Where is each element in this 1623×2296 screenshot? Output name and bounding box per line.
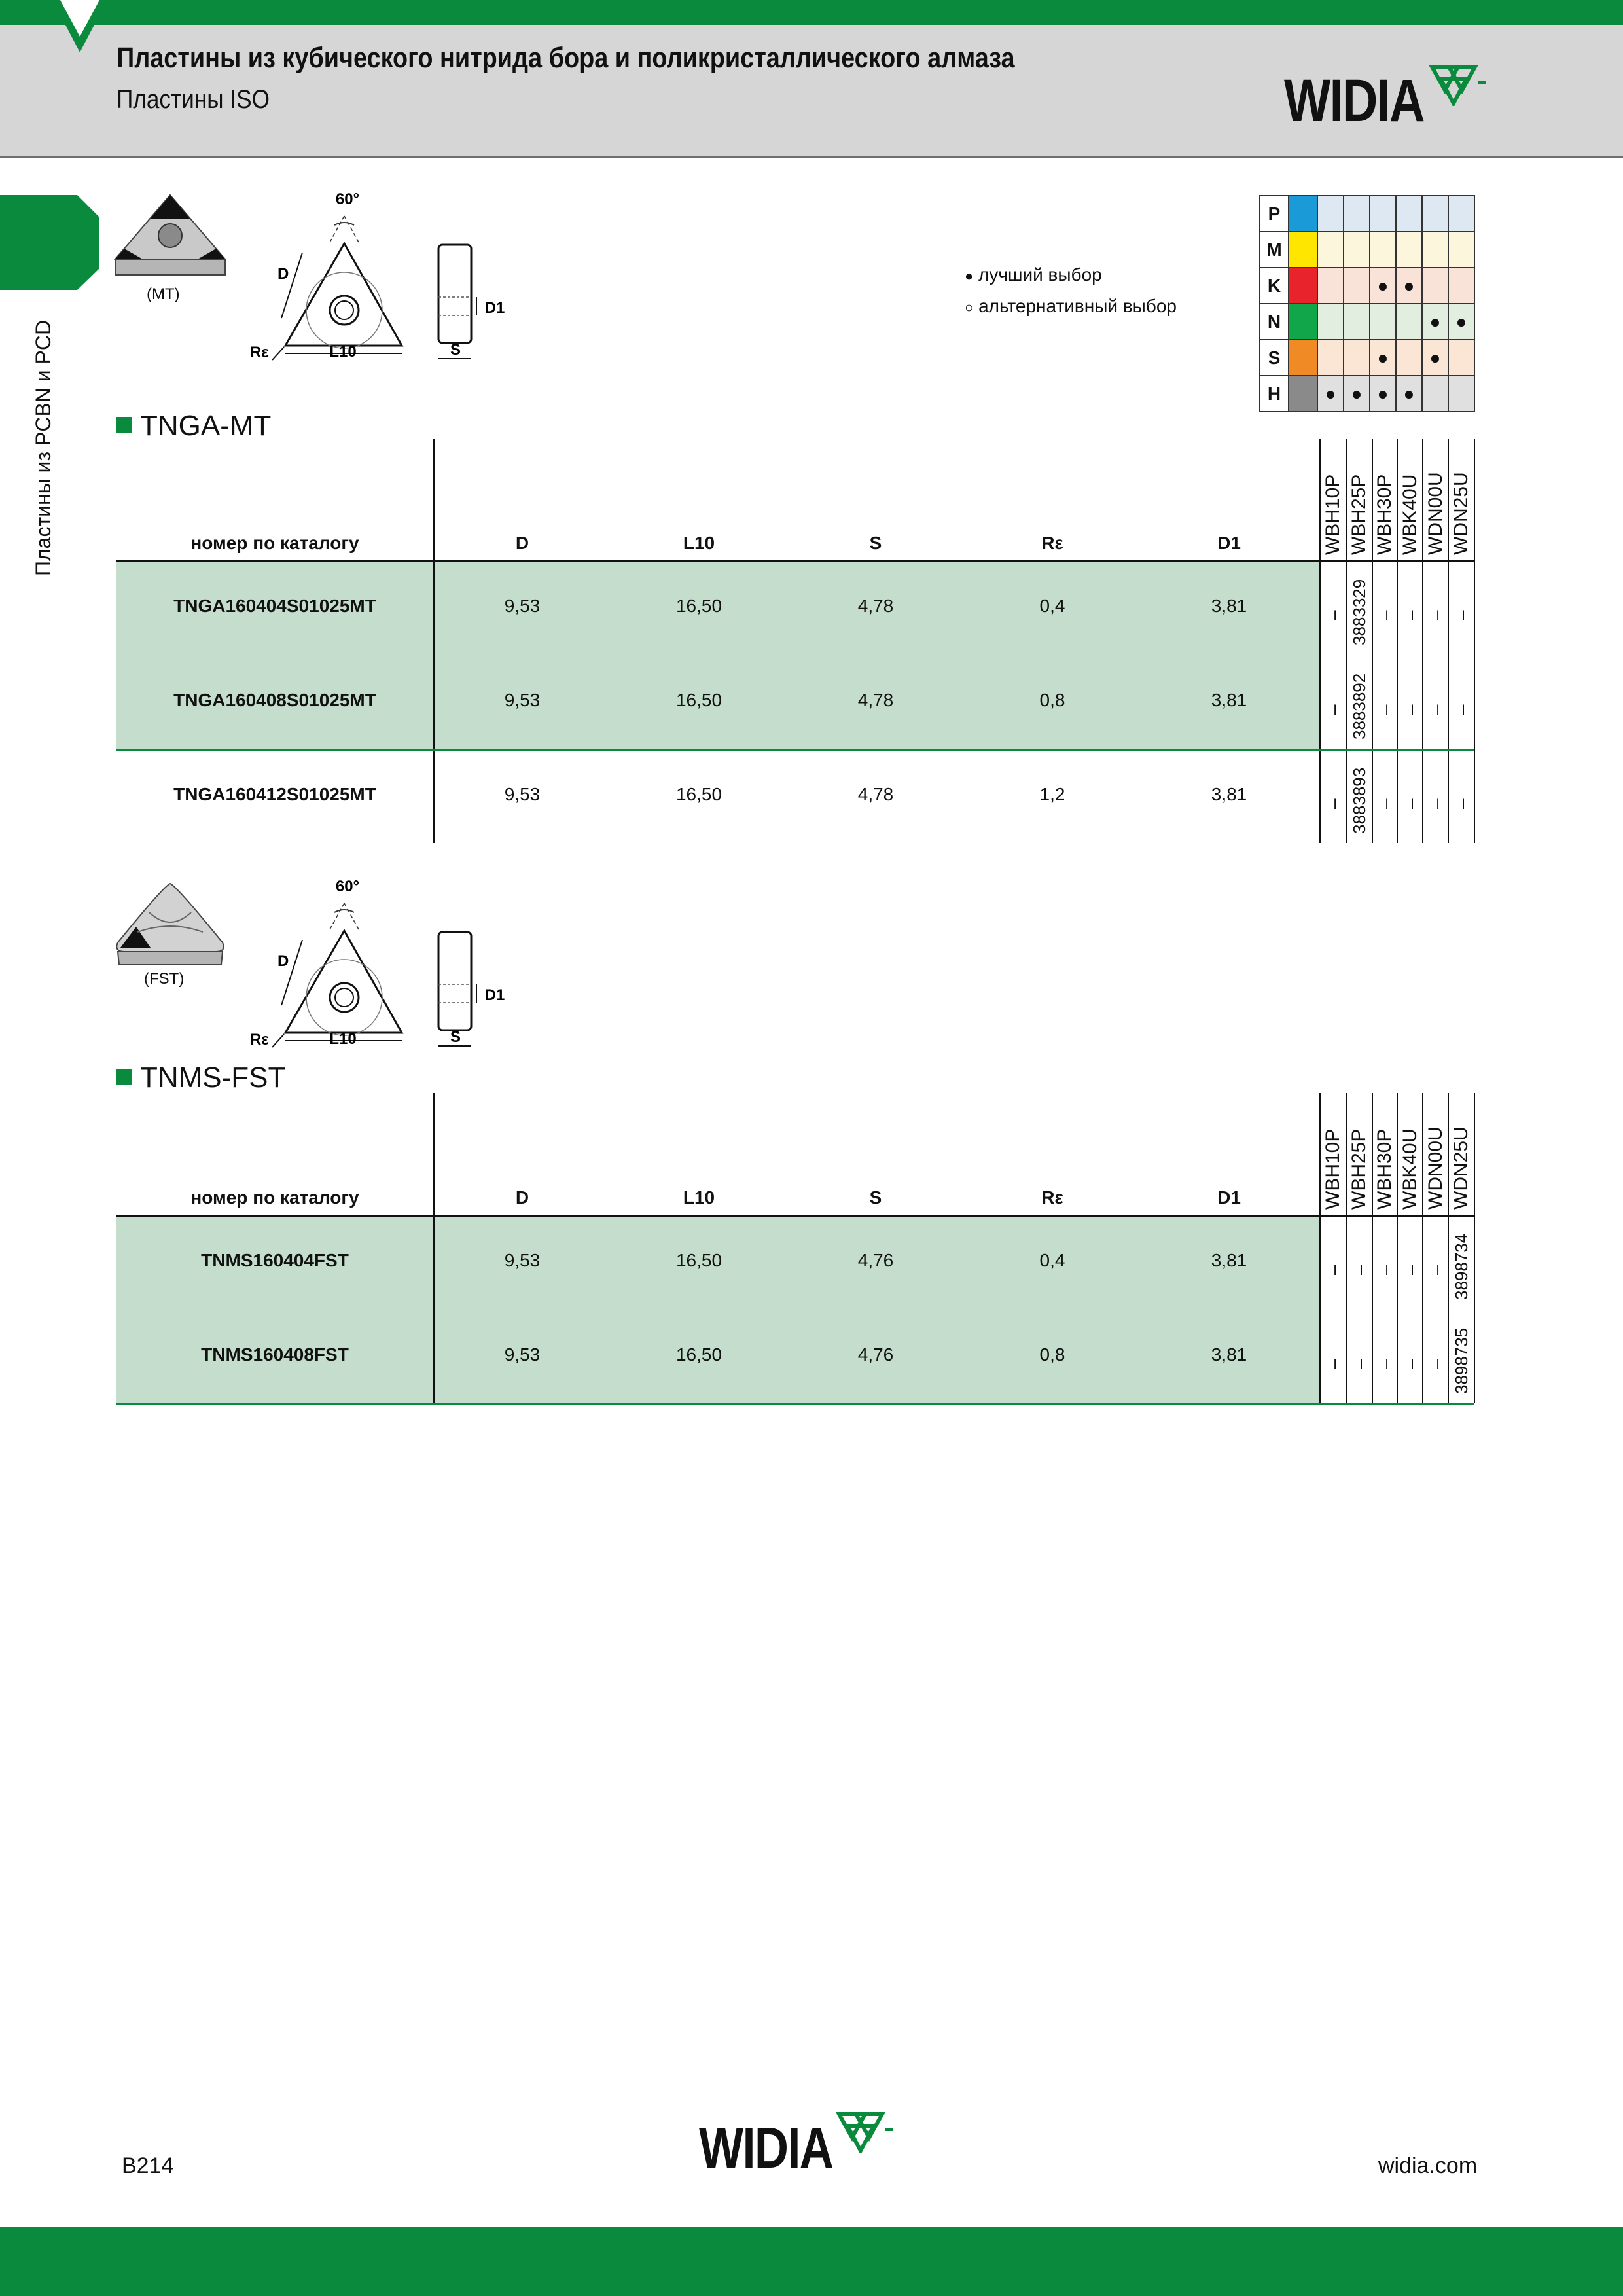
grade-header-wdn00u: WDN00U — [1425, 472, 1446, 555]
suitability-mark — [1370, 232, 1396, 268]
not-available-dash: – — [1375, 1265, 1395, 1275]
cell-d: 9,53 — [504, 1250, 541, 1270]
matrix-row — [1260, 304, 1474, 340]
cell-d: 9,53 — [504, 1344, 541, 1365]
insert-fst-side-view — [432, 929, 524, 1054]
grade-column-rule — [1448, 1093, 1449, 1403]
not-available-dash: – — [1452, 610, 1472, 620]
section1-title: TNGA-MT — [116, 410, 271, 442]
material-color-swatch — [1289, 340, 1317, 376]
material-letter: S — [1260, 340, 1289, 376]
material-letter: N — [1260, 304, 1289, 340]
not-available-dash: – — [1323, 610, 1344, 620]
not-available-dash: – — [1400, 1265, 1421, 1275]
grade-header-wbh25p: WBH25P — [1348, 1128, 1370, 1210]
cell-l10: 16,50 — [675, 690, 722, 710]
catalog-number: TNGA160408S01025MT — [173, 690, 376, 710]
material-color-swatch — [1289, 376, 1317, 412]
cell-re: 1,2 — [1039, 784, 1065, 804]
suitability-mark: ● — [1396, 376, 1422, 412]
suitability-mark — [1317, 340, 1344, 376]
page-number: B214 — [122, 2153, 174, 2178]
cell-s: 4,76 — [857, 1344, 894, 1365]
suitability-mark: ● — [1396, 268, 1422, 304]
not-available-dash: – — [1323, 704, 1344, 715]
footer-green-bar — [0, 2227, 1623, 2296]
dim-d1-label: D1 — [484, 986, 505, 1004]
top-green-bar — [0, 0, 1623, 25]
suitability-mark — [1422, 196, 1448, 232]
grade-column-rule — [1422, 1093, 1423, 1403]
not-available-dash: – — [1400, 798, 1421, 809]
suitability-mark — [1422, 268, 1448, 304]
not-available-dash: – — [1400, 610, 1421, 620]
matrix-row — [1260, 232, 1474, 268]
order-number: 3898734 — [1452, 1233, 1471, 1300]
not-available-dash: – — [1426, 704, 1446, 715]
website-link[interactable]: widia.com — [1378, 2153, 1478, 2178]
col-header-l10: L10 — [683, 533, 715, 553]
cell-re: 0,4 — [1039, 1250, 1065, 1270]
not-available-dash: – — [1323, 1265, 1344, 1275]
order-number: 3883329 — [1349, 579, 1369, 645]
grade-column-rule — [1397, 1093, 1398, 1403]
suitability-mark: ● — [1422, 340, 1448, 376]
dim-s-label: S — [450, 341, 461, 359]
logo-wordmark: WIDIA — [1284, 67, 1424, 134]
corner-notch-inner — [60, 0, 99, 37]
suitability-mark — [1396, 196, 1422, 232]
catalog-number: TNMS160404FST — [201, 1250, 349, 1270]
not-available-dash: – — [1400, 1359, 1421, 1369]
dim-re-label: Rε — [250, 344, 269, 361]
side-tab-marker — [0, 195, 99, 290]
header-rule — [116, 1215, 1474, 1217]
cell-l10: 16,50 — [675, 1344, 722, 1365]
insert-fst-photo — [111, 880, 229, 971]
cell-s: 4,78 — [857, 690, 894, 710]
cell-re: 0,4 — [1039, 596, 1065, 616]
cell-d1: 3,81 — [1211, 784, 1247, 804]
insert-fst-top-view — [246, 877, 416, 1054]
suitability-mark: ● — [1448, 304, 1474, 340]
catalog-separator — [433, 439, 435, 843]
not-available-dash: – — [1375, 798, 1395, 809]
suitability-mark — [1370, 196, 1396, 232]
suitability-mark: ● — [1344, 376, 1370, 412]
grade-header-wbh30p: WBH30P — [1374, 474, 1395, 555]
dim-l10-label: L10 — [329, 343, 357, 361]
suitability-mark: ● — [1370, 340, 1396, 376]
green-square-icon — [116, 1069, 132, 1085]
legend-best: ● лучший выбор — [965, 264, 1102, 285]
legend-alternative: ○ альтернативный выбор — [965, 296, 1177, 316]
matrix-row — [1260, 268, 1474, 304]
grade-header-wdn25u: WDN25U — [1450, 1126, 1472, 1210]
dim-re-label: Rε — [250, 1031, 269, 1049]
grade-header-wbh25p: WBH25P — [1348, 474, 1370, 555]
dim-s-label: S — [450, 1028, 461, 1046]
not-available-dash: – — [1426, 798, 1446, 809]
material-matrix — [1259, 195, 1475, 412]
catalog-number: TNGA160404S01025MT — [173, 596, 376, 616]
cell-s: 4,78 — [857, 596, 894, 616]
col-header-catalog: номер по каталогу — [190, 1187, 359, 1208]
grade-column-rule — [1319, 439, 1321, 843]
suitability-mark: ● — [1422, 304, 1448, 340]
col-header-s: S — [869, 1187, 882, 1208]
grade-column-rule — [1346, 439, 1347, 843]
grade-header-wbh10p: WBH10P — [1322, 1128, 1344, 1210]
suitability-mark — [1344, 196, 1370, 232]
header-logo — [1284, 67, 1455, 134]
not-available-dash: – — [1426, 1265, 1446, 1275]
side-tab-label: Пластины из PCBN и PCD — [31, 319, 55, 576]
grade-column-rule — [1474, 439, 1475, 843]
suitability-mark — [1344, 232, 1370, 268]
suitability-mark: ● — [1317, 376, 1344, 412]
suitability-mark — [1344, 304, 1370, 340]
col-header-d1: D1 — [1217, 533, 1241, 553]
material-color-swatch — [1289, 268, 1317, 304]
insert-mt-top-view — [246, 190, 416, 367]
suitability-mark — [1422, 376, 1448, 412]
cell-s: 4,76 — [857, 1250, 894, 1270]
grade-column-rule — [1422, 439, 1423, 843]
logo-wordmark: WIDIA — [699, 2115, 833, 2180]
cell-d1: 3,81 — [1211, 1250, 1247, 1270]
cell-l10: 16,50 — [675, 1250, 722, 1270]
order-number: 3883892 — [1349, 673, 1369, 740]
not-available-dash: – — [1426, 610, 1446, 620]
not-available-dash: – — [1452, 704, 1472, 715]
grade-column-rule — [1448, 439, 1449, 843]
hollow-dot-icon: ○ — [965, 299, 974, 315]
angle-label: 60° — [335, 878, 360, 895]
highlight-band — [116, 1217, 1319, 1403]
not-available-dash: – — [1375, 610, 1395, 620]
suitability-mark — [1396, 340, 1422, 376]
grade-header-wbk40u: WBK40U — [1399, 1128, 1421, 1210]
green-square-icon — [116, 417, 132, 433]
band-bottom-rule — [116, 749, 1474, 751]
suitability-mark — [1344, 268, 1370, 304]
grade-header-wbh10p: WBH10P — [1322, 474, 1344, 555]
grade-header-wbk40u: WBK40U — [1399, 474, 1421, 555]
cell-d: 9,53 — [504, 690, 541, 710]
cell-d: 9,53 — [504, 784, 541, 804]
not-available-dash: – — [1375, 704, 1395, 715]
cell-re: 0,8 — [1039, 690, 1065, 710]
grade-column-rule — [1372, 1093, 1373, 1403]
grade-column-rule — [1372, 439, 1373, 843]
dim-l10-label: L10 — [329, 1030, 357, 1048]
suitability-mark — [1396, 304, 1422, 340]
suitability-mark — [1448, 376, 1474, 412]
suitability-mark — [1422, 232, 1448, 268]
not-available-dash: – — [1323, 798, 1344, 809]
matrix-row — [1260, 196, 1474, 232]
suitability-mark: ● — [1370, 376, 1396, 412]
cell-re: 0,8 — [1039, 1344, 1065, 1365]
material-letter: H — [1260, 376, 1289, 412]
filled-dot-icon: ● — [965, 268, 974, 284]
logo-triangles-icon — [836, 2111, 895, 2153]
insert-fst-label: (FST) — [144, 970, 185, 988]
not-available-dash: – — [1375, 1359, 1395, 1369]
header-rule — [116, 560, 1474, 562]
material-letter: P — [1260, 196, 1289, 232]
cell-l10: 16,50 — [675, 596, 722, 616]
suitability-mark — [1396, 232, 1422, 268]
footer-logo — [699, 2115, 862, 2180]
suitability-mark — [1317, 304, 1344, 340]
page-subtitle: Пластины ISO — [116, 85, 270, 114]
material-color-swatch — [1289, 304, 1317, 340]
cell-d1: 3,81 — [1211, 1344, 1247, 1365]
suitability-mark — [1317, 196, 1344, 232]
material-color-swatch — [1289, 232, 1317, 268]
suitability-mark — [1344, 340, 1370, 376]
page-title: Пластины из кубического нитрида бора и поликристаллического алмаза — [116, 42, 1015, 74]
grade-header-wdn25u: WDN25U — [1450, 472, 1472, 555]
logo-triangles-icon — [1429, 64, 1488, 106]
catalog-number: TNGA160412S01025MT — [173, 784, 376, 804]
cell-d: 9,53 — [504, 596, 541, 616]
grade-column-rule — [1319, 1093, 1321, 1403]
material-letter: K — [1260, 268, 1289, 304]
material-letter: M — [1260, 232, 1289, 268]
band-bottom-rule — [116, 1403, 1474, 1405]
cell-s: 4,78 — [857, 784, 894, 804]
cell-l10: 16,50 — [675, 784, 722, 804]
col-header-re: Rε — [1041, 533, 1063, 553]
angle-label: 60° — [335, 190, 360, 208]
col-header-l10: L10 — [683, 1187, 715, 1208]
section2-title: TNMS-FST — [116, 1062, 285, 1094]
insert-mt-side-view — [432, 242, 524, 367]
grade-column-rule — [1397, 439, 1398, 843]
dim-d1-label: D1 — [484, 299, 505, 317]
suitability-mark — [1370, 304, 1396, 340]
suitability-mark — [1448, 268, 1474, 304]
col-header-d: D — [515, 533, 529, 553]
cell-d1: 3,81 — [1211, 690, 1247, 710]
grade-header-wdn00u: WDN00U — [1425, 1126, 1446, 1210]
not-available-dash: – — [1323, 1359, 1344, 1369]
grade-column-rule — [1474, 1093, 1475, 1403]
cell-d1: 3,81 — [1211, 596, 1247, 616]
col-header-d1: D1 — [1217, 1187, 1241, 1208]
col-header-s: S — [869, 533, 882, 553]
not-available-dash: – — [1426, 1359, 1446, 1369]
catalog-separator — [433, 1093, 435, 1403]
insert-mt-photo — [111, 191, 229, 289]
suitability-mark — [1448, 232, 1474, 268]
suitability-mark — [1448, 340, 1474, 376]
col-header-d: D — [515, 1187, 529, 1208]
suitability-mark — [1317, 232, 1344, 268]
col-header-catalog: номер по каталогу — [190, 533, 359, 553]
matrix-row — [1260, 376, 1474, 412]
order-number: 3883893 — [1349, 767, 1369, 834]
highlight-band — [116, 562, 1319, 749]
not-available-dash: – — [1452, 798, 1472, 809]
matrix-row — [1260, 340, 1474, 376]
grade-column-rule — [1346, 1093, 1347, 1403]
dim-d-label: D — [277, 265, 289, 283]
insert-mt-label: (MT) — [147, 285, 180, 303]
not-available-dash: – — [1349, 1265, 1370, 1275]
col-header-re: Rε — [1041, 1187, 1063, 1208]
not-available-dash: – — [1400, 704, 1421, 715]
grade-header-wbh30p: WBH30P — [1374, 1128, 1395, 1210]
material-color-swatch — [1289, 196, 1317, 232]
suitability-mark — [1317, 268, 1344, 304]
order-number: 3898735 — [1452, 1327, 1471, 1394]
not-available-dash: – — [1349, 1359, 1370, 1369]
catalog-number: TNMS160408FST — [201, 1344, 349, 1365]
dim-d-label: D — [277, 952, 289, 970]
suitability-mark — [1448, 196, 1474, 232]
suitability-mark: ● — [1370, 268, 1396, 304]
